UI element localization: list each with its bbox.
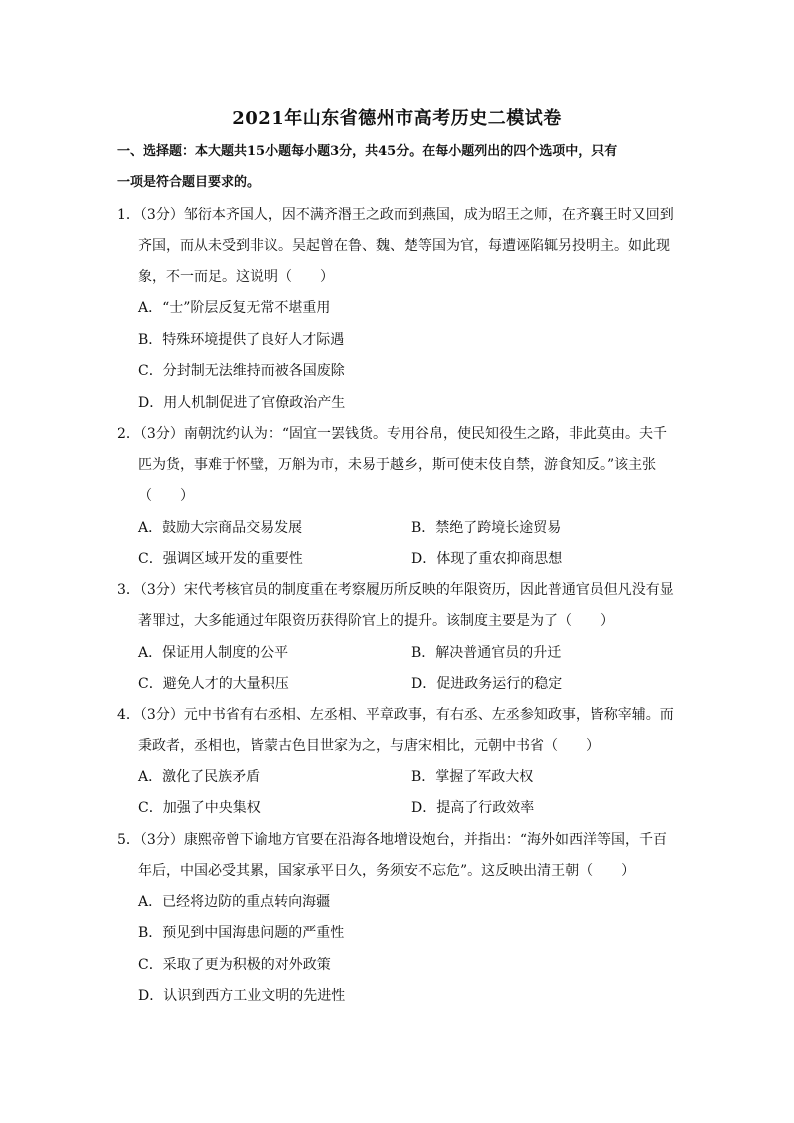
question-3-option-a[interactable]: A．保证用人制度的公平 [138,645,289,661]
question-1-option-a[interactable]: A．“士”阶层反复无常不堪重用 [138,300,331,316]
question-4-stem-line-2: 秉政者，丞相也，皆蒙古色目世家为之，与唐宋相比，元朝中书省（ ） [138,738,600,754]
question-5-option-b[interactable]: B．预见到中国海患问题的严重性 [138,925,345,941]
question-2-stem-line-2: 匹为货，事难于怀璧，万斛为市，未易于越乡，斯可使末伎自禁，游食知反。”该主张 [138,457,657,473]
question-5-stem-line-1: 5．（3分）康熙帝曾下谕地方官要在沿海各地增设炮台，并指出：“海外如西洋等国，千百 [117,832,667,848]
question-2-option-b[interactable]: B．禁绝了跨境长途贸易 [411,520,562,536]
question-3-stem-line-2: 著罪过，大多能通过年限资历获得阶官上的提升。该制度主要是为了（ ） [138,613,614,629]
question-1-option-d[interactable]: D．用人机制促进了官僚政治产生 [138,395,346,411]
question-2-option-a[interactable]: A．鼓励大宗商品交易发展 [138,520,303,536]
question-3-stem-line-1: 3．（3分）宋代考核官员的制度重在考察履历所反映的年限资历，因此普通官员但凡没有显 [117,582,674,598]
question-4-option-d[interactable]: D．提高了行政效率 [411,800,535,816]
question-3-option-b[interactable]: B．解决普通官员的升迁 [411,645,562,661]
question-3-option-c[interactable]: C．避免人才的大量积压 [138,676,289,692]
question-2-option-d[interactable]: D．体现了重农抑商思想 [411,551,563,567]
question-5-option-a[interactable]: A．已经将边防的重点转向海疆 [138,894,331,910]
question-1-option-c[interactable]: C．分封制无法维持而被各国废除 [138,363,345,379]
question-1-stem-line-2: 齐国，而从未受到非议。吴起曾在鲁、魏、楚等国为官，每遭诬陷辄另投明主。如此现 [138,238,670,254]
section-heading [117,136,677,198]
question-1-stem-line-3: 象，不一而足。这说明（ ） [138,269,334,285]
question-4-option-b[interactable]: B．掌握了军政大权 [411,769,534,785]
question-2-stem-line-3: （ ） [138,488,194,504]
section-heading-line-2: 一项是符合题目要求的。 [117,175,261,190]
page-title: 2021年山东省德州市高考历史二模试卷 [232,108,562,129]
question-5-option-d[interactable]: D．认识到西方工业文明的先进性 [138,988,346,1004]
question-5-option-c[interactable]: C．采取了更为积极的对外政策 [138,957,331,973]
section-heading-line-1: 一、选择题：本大题共15小题每小题3分，共45分。在每小题列出的四个选项中，只有 [117,144,618,159]
question-1-option-b[interactable]: B．特殊环境提供了良好人才际遇 [138,332,345,348]
question-2-stem-line-1: 2．（3分）南朝沈约认为：“固宜一罢钱货。专用谷帛，使民知役生之路，非此莫由。夫千 [117,426,667,442]
question-4-option-c[interactable]: C．加强了中央集权 [138,800,261,816]
question-3-option-d[interactable]: D．促进政务运行的稳定 [411,676,563,692]
question-1-stem-line-1: 1．（3分）邹衍本齐国人，因不满齐湣王之政而到燕国，成为昭王之师，在齐襄王时又回到 [117,207,674,223]
question-5-stem-line-2: 年后，中国必受其累，国家承平日久，务须安不忘危”。这反映出清王朝（ ） [138,863,636,879]
question-2-option-c[interactable]: C．强调区域开发的重要性 [138,551,303,567]
question-4-option-a[interactable]: A．激化了民族矛盾 [138,769,261,785]
question-4-stem-line-1: 4．（3分）元中书省有右丞相、左丞相、平章政事，有右丞、左丞参知政事，皆称宰辅。而 [117,707,674,723]
